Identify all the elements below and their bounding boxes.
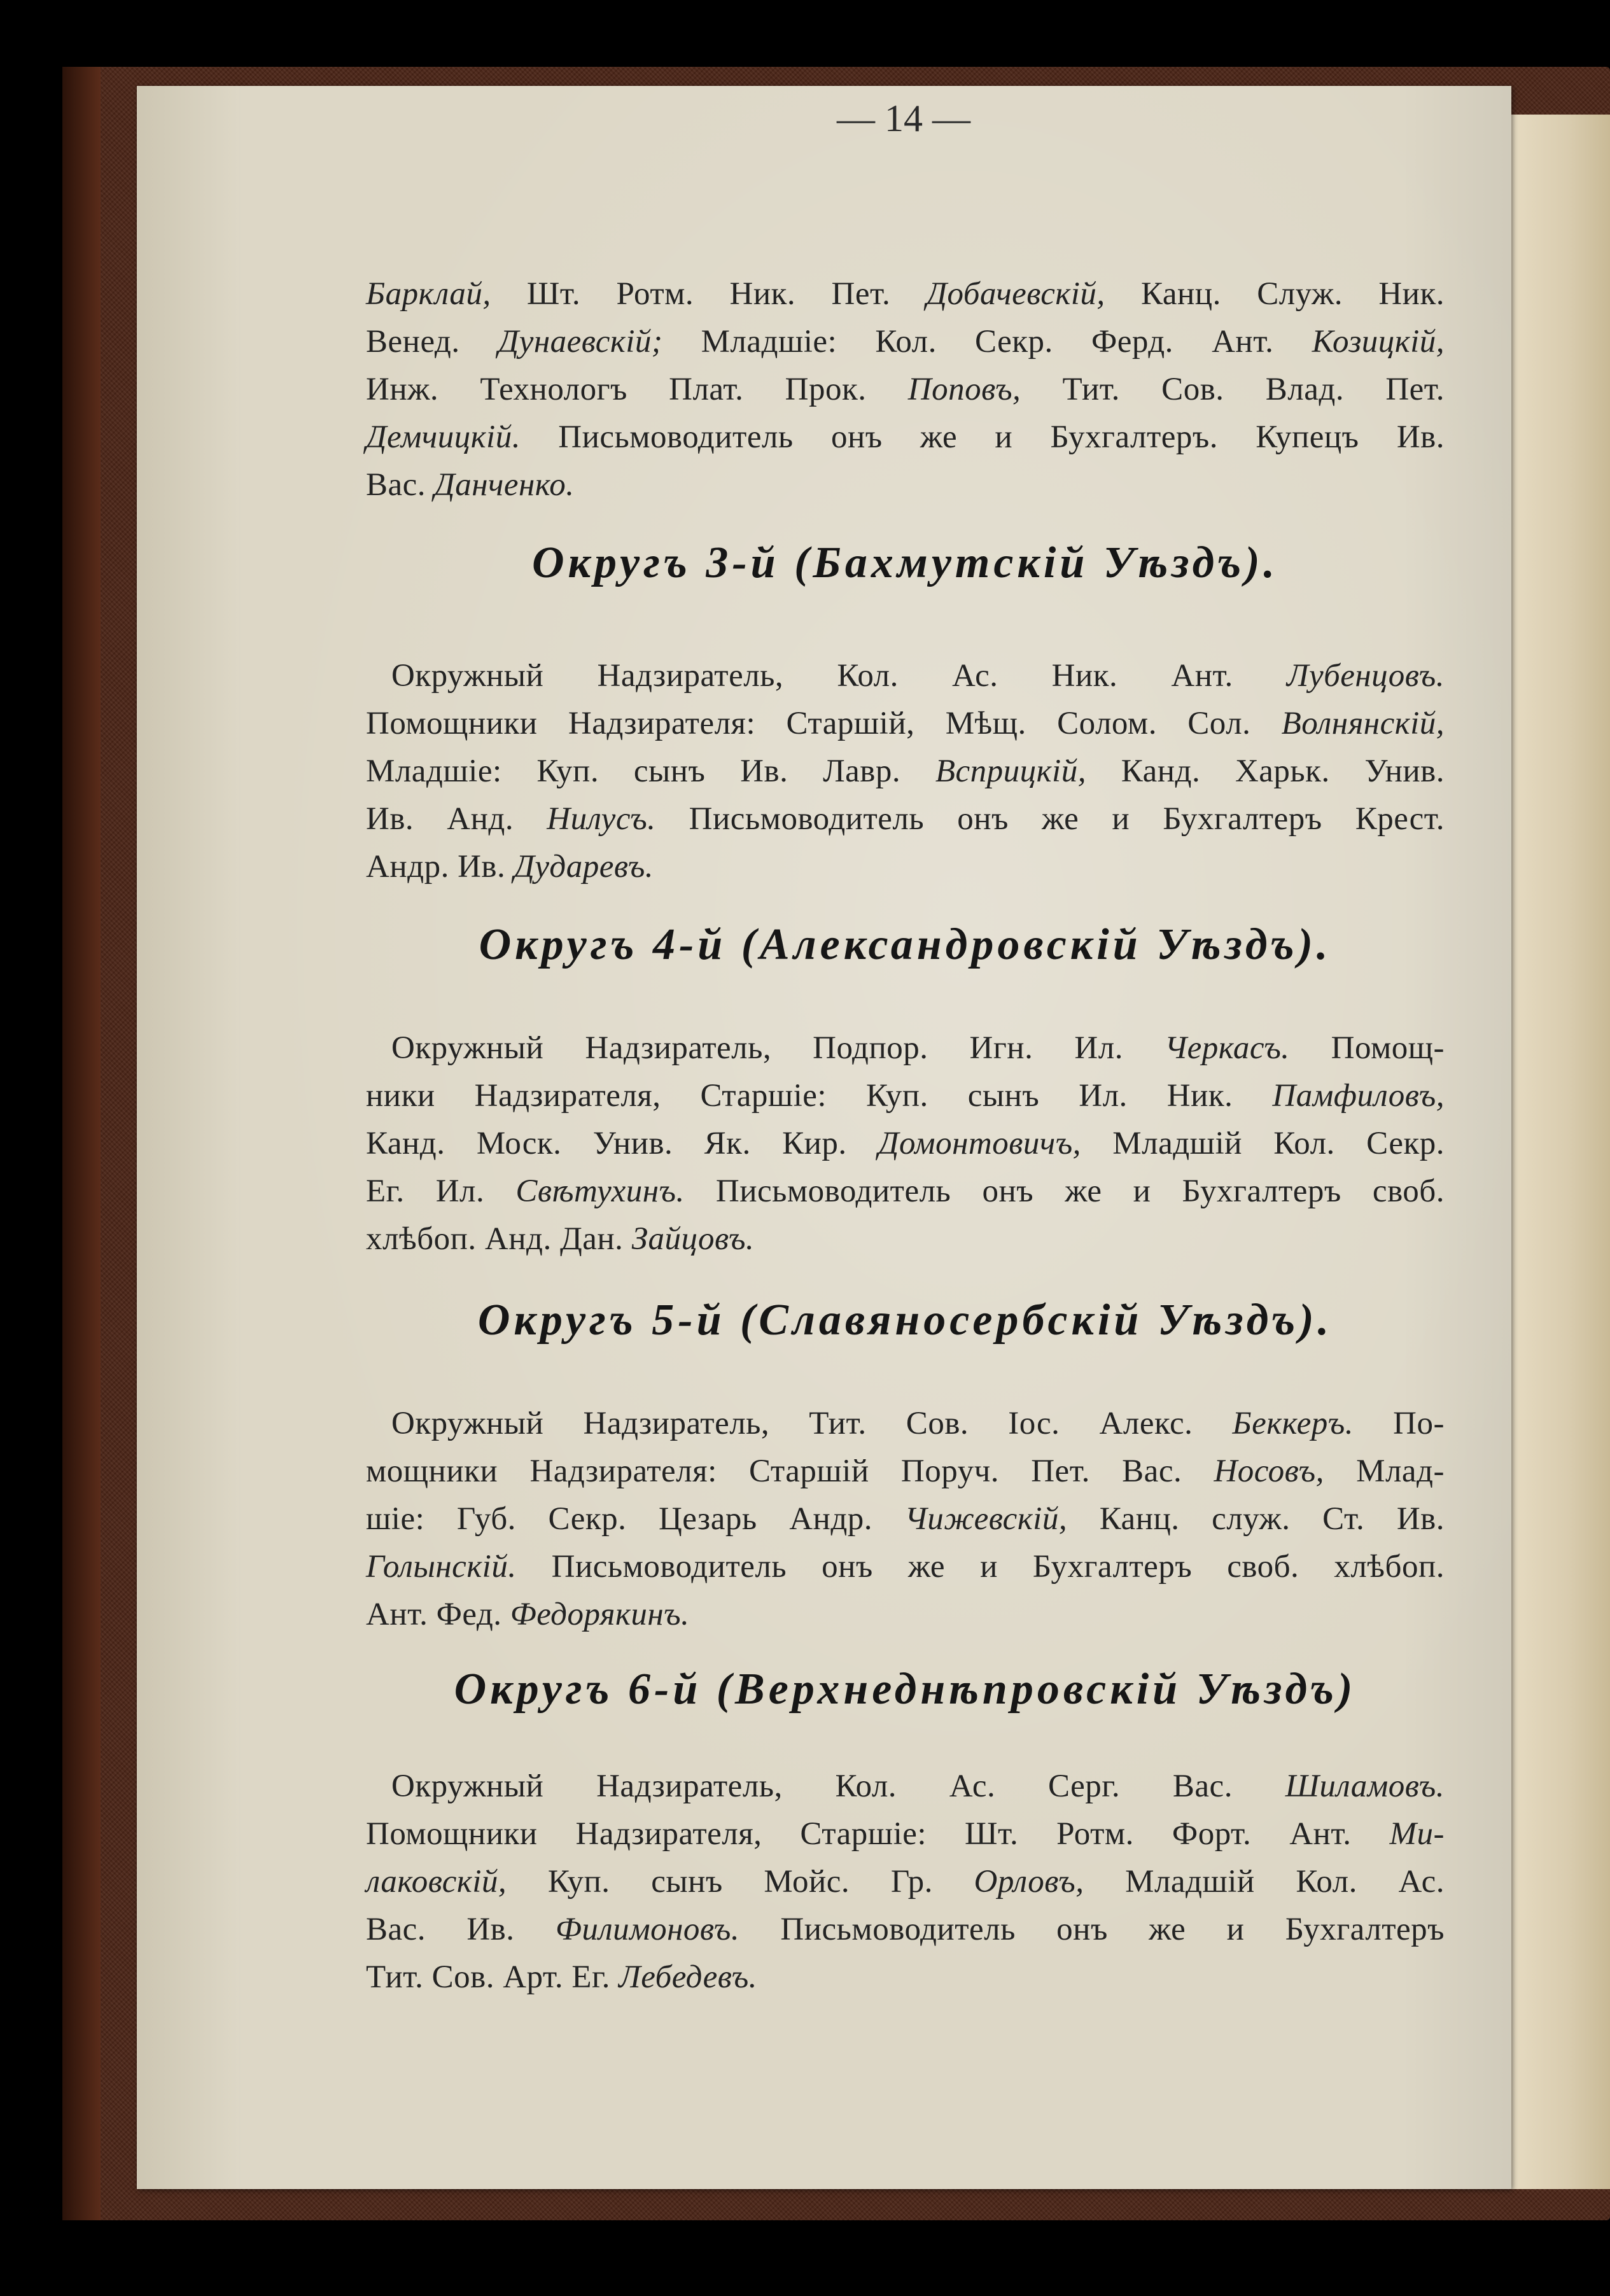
person-surname: Барклай, bbox=[366, 276, 491, 312]
person-surname: Зайцовъ. bbox=[631, 1221, 755, 1257]
text-line bbox=[366, 795, 1445, 843]
text-segment: Канд. Моск. Унив. Як. Кир. bbox=[366, 1126, 879, 1161]
text-segment: По- bbox=[1354, 1406, 1445, 1441]
text-segment: мощники Надзирателя: Старшій Поруч. Пет. Вас. bbox=[366, 1453, 1214, 1489]
text-segment: Венед. bbox=[366, 324, 498, 360]
text-line bbox=[366, 366, 1445, 414]
text-segment: Письмоводитель онъ же и Бухгалтеръ bbox=[739, 1912, 1445, 1947]
text-segment: Письмоводитель онъ же и Бухгалтеръ своб. хлѣбоп. bbox=[516, 1549, 1445, 1585]
text-segment: Тит. Сов. Арт. Ег. bbox=[366, 1959, 619, 1995]
text-segment: Младшіе: Кол. Секр. Ферд. Ант. bbox=[662, 324, 1312, 360]
text-line bbox=[366, 461, 1445, 509]
text-segment: Млад- bbox=[1324, 1453, 1445, 1489]
text-segment: Шт. Ротм. Ник. Пет. bbox=[491, 276, 927, 312]
section-paragraph-3 bbox=[366, 652, 1445, 891]
section-paragraph-5 bbox=[366, 1400, 1445, 1639]
section-paragraph-4 bbox=[366, 1025, 1445, 1263]
text-line bbox=[366, 1025, 1445, 1072]
person-surname: Домонтовичъ, bbox=[878, 1126, 1081, 1161]
text-segment: Ив. Анд. bbox=[366, 801, 547, 837]
text-line bbox=[366, 1072, 1445, 1120]
text-segment: Канд. Харьк. Унив. bbox=[1086, 753, 1445, 789]
text-segment: Письмоводитель онъ же и Бухгалтеръ Крест. bbox=[655, 801, 1445, 837]
text-segment: Помощ- bbox=[1289, 1030, 1445, 1066]
text-segment: Андр. Ив. bbox=[366, 849, 514, 885]
text-line bbox=[366, 270, 1445, 318]
person-surname: Нилусъ. bbox=[547, 801, 656, 837]
text-line bbox=[366, 414, 1445, 461]
person-surname: Дударевъ. bbox=[514, 849, 654, 885]
section-heading-4: Округъ 4-й (Александровскій Уѣздъ). bbox=[479, 920, 1332, 969]
text-segment: Вас. bbox=[366, 467, 435, 503]
person-surname: Добачевскій, bbox=[926, 276, 1105, 312]
section-paragraph-6 bbox=[366, 1763, 1445, 2001]
person-surname: Чижевскій, bbox=[904, 1501, 1068, 1537]
text-line bbox=[366, 1858, 1445, 1906]
person-surname: Поповъ, bbox=[907, 372, 1021, 407]
person-surname: лаковскій, bbox=[366, 1864, 507, 1900]
text-line bbox=[366, 1906, 1445, 1954]
person-surname: Носовъ, bbox=[1214, 1453, 1324, 1489]
section-heading-6: Округъ 6-й (Верхнеднѣпровскій Уѣздъ) bbox=[454, 1665, 1357, 1714]
text-line bbox=[366, 700, 1445, 748]
text-line bbox=[366, 748, 1445, 795]
text-segment: Окружный Надзиратель, Подпор. Игн. Ил. bbox=[391, 1030, 1165, 1066]
text-segment: Канц. служ. Ст. Ив. bbox=[1067, 1501, 1445, 1537]
text-segment: Помощники Надзирателя, Старшіе: Шт. Ротм. Форт. Ант. bbox=[366, 1816, 1390, 1852]
person-surname: Черкасъ. bbox=[1165, 1030, 1290, 1066]
book-spine bbox=[62, 67, 101, 2220]
text-segment: шіе: Губ. Секр. Цезарь Андр. bbox=[366, 1501, 905, 1537]
person-surname: Лубенцовъ. bbox=[1286, 658, 1445, 694]
section-heading-3: Округъ 3-й (Бахмутскій Уѣздъ). bbox=[531, 538, 1279, 587]
text-line bbox=[366, 1215, 1445, 1263]
page-number: — 14 — bbox=[837, 97, 970, 139]
person-surname: Козицкій, bbox=[1312, 324, 1445, 360]
text-segment: хлѣбоп. Анд. Дан. bbox=[366, 1221, 632, 1257]
person-surname: Орловъ, bbox=[974, 1864, 1084, 1900]
person-surname: Всприцкій, bbox=[935, 753, 1086, 789]
text-segment: Младшій Кол. Секр. bbox=[1081, 1126, 1445, 1161]
person-surname: Голынскій. bbox=[366, 1549, 517, 1585]
text-segment: Инж. Технологъ Плат. Прок. bbox=[366, 372, 908, 407]
person-surname: Памфиловъ, bbox=[1272, 1078, 1445, 1114]
text-line bbox=[366, 1168, 1445, 1215]
text-segment: Тит. Сов. Влад. Пет. bbox=[1021, 372, 1445, 407]
text-segment: ники Надзирателя, Старшіе: Куп. сынъ Ил. Ник. bbox=[366, 1078, 1273, 1114]
person-surname: Беккеръ. bbox=[1232, 1406, 1354, 1441]
intro-paragraph bbox=[366, 270, 1445, 509]
person-surname: Филимоновъ. bbox=[555, 1912, 740, 1947]
text-segment: Ег. Ил. bbox=[366, 1173, 516, 1209]
person-surname: Данченко. bbox=[434, 467, 575, 503]
person-surname: Федорякинъ. bbox=[510, 1597, 690, 1632]
page-gutter bbox=[137, 86, 239, 2189]
text-segment: Младшій Кол. Ас. bbox=[1084, 1864, 1445, 1900]
text-segment: Помощники Надзирателя: Старшій, Мѣщ. Солом. Сол. bbox=[366, 706, 1282, 741]
text-line bbox=[366, 1763, 1445, 1810]
text-line bbox=[366, 1495, 1445, 1543]
next-page-edge bbox=[1502, 115, 1610, 2189]
text-segment: Окружный Надзиратель, Тит. Сов. Іос. Алекс. bbox=[391, 1406, 1233, 1441]
section-heading-5: Округъ 5-й (Славяносербскій Уѣздъ). bbox=[477, 1296, 1333, 1345]
person-surname: Демчицкій. bbox=[366, 419, 521, 455]
text-line bbox=[366, 843, 1445, 891]
text-line bbox=[366, 1400, 1445, 1448]
person-surname: Шиламовъ. bbox=[1285, 1768, 1445, 1804]
text-segment: Ант. Фед. bbox=[366, 1597, 510, 1632]
person-surname: Ми- bbox=[1389, 1816, 1445, 1852]
text-segment: Окружный Надзиратель, Кол. Ас. Серг. Вас. bbox=[391, 1768, 1285, 1804]
text-line bbox=[366, 1810, 1445, 1858]
text-segment: Канц. Служ. Ник. bbox=[1105, 276, 1445, 312]
person-surname: Дунаевскій; bbox=[498, 324, 663, 360]
person-surname: Свѣтухинъ. bbox=[515, 1173, 685, 1209]
text-line bbox=[366, 1543, 1445, 1591]
text-segment: Вас. Ив. bbox=[366, 1912, 556, 1947]
text-line bbox=[366, 1448, 1445, 1495]
person-surname: Волнянскій, bbox=[1281, 706, 1445, 741]
text-line bbox=[366, 318, 1445, 366]
text-line bbox=[366, 1120, 1445, 1168]
text-segment: Письмоводитель онъ же и Бухгалтеръ. Купецъ Ив. bbox=[520, 419, 1445, 455]
text-line bbox=[366, 1591, 1445, 1639]
text-segment: Куп. сынъ Мойс. Гр. bbox=[507, 1864, 974, 1900]
text-segment: Младшіе: Куп. сынъ Ив. Лавр. bbox=[366, 753, 935, 789]
person-surname: Лебедевъ. bbox=[619, 1959, 757, 1995]
text-segment: Письмоводитель онъ же и Бухгалтеръ своб. bbox=[684, 1173, 1445, 1209]
text-line bbox=[366, 1954, 1445, 2001]
text-line bbox=[366, 652, 1445, 700]
text-segment: Окружный Надзиратель, Кол. Ас. Ник. Ант. bbox=[391, 658, 1287, 694]
